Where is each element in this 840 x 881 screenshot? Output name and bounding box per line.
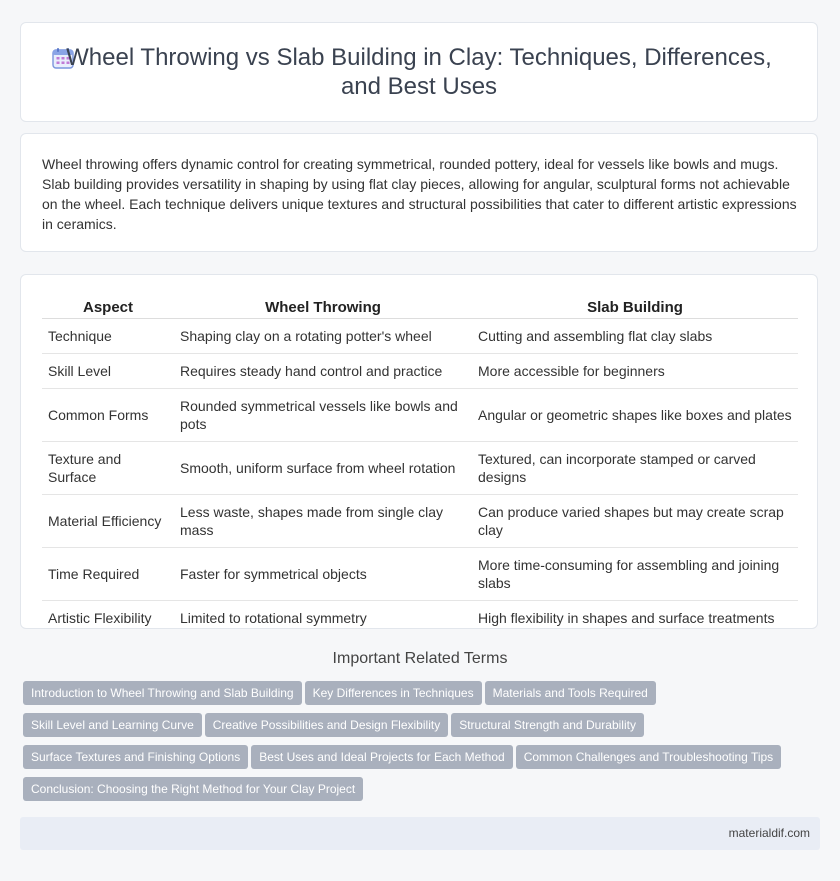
table-cell: High flexibility in shapes and surface treatments <box>478 610 775 626</box>
table-cell: Can produce varied shapes but may create scrap clay <box>472 495 798 548</box>
related-term-tag[interactable]: Conclusion: Choosing the Right Method for Your Clay Project <box>23 777 363 801</box>
table-cell: Requires steady hand control and practice <box>174 354 472 389</box>
table-cell: Rounded symmetrical vessels like bowls and pots <box>174 389 472 442</box>
related-term-tag[interactable]: Introduction to Wheel Throwing and Slab Building <box>23 681 302 705</box>
comparison-table <box>42 295 798 635</box>
table-row <box>42 389 798 442</box>
table-row <box>42 442 798 495</box>
table-cell: Texture and Surface <box>42 442 174 495</box>
table-cell: Textured, can incorporate stamped or carved designs <box>472 442 798 495</box>
table-cell: Faster for symmetrical objects <box>174 548 472 601</box>
table-row <box>42 319 798 354</box>
table-row <box>42 548 798 601</box>
table-cell: Less waste, shapes made from single clay mass <box>174 495 472 548</box>
table-cell: Material Efficiency <box>42 495 174 548</box>
table-cell: Limited to rotational symmetry <box>180 610 367 626</box>
related-terms-list <box>23 681 813 809</box>
table-cell: Time Required <box>42 548 174 601</box>
footer-site-link[interactable]: materialdif.com <box>728 826 810 840</box>
table-cell: Skill Level <box>42 354 174 389</box>
header-card <box>20 22 818 122</box>
related-term-tag[interactable]: Creative Possibilities and Design Flexibility <box>205 713 448 737</box>
intro-paragraph: Wheel throwing offers dynamic control for creating symmetrical, rounded pottery, ideal for vessels like bowls and mugs. Slab building provides versatility in shaping by using flat clay pieces, allowing for angular, sculptural forms not achievable on the wheel. Each technique delivers unique textures and structural possibilities that cater to different artistic expressions in ceramics. <box>42 156 797 232</box>
table-cell: Technique <box>42 319 174 354</box>
table-row <box>42 354 798 389</box>
page-title: Wheel Throwing vs Slab Building in Clay: Techniques, Differences, and Best Uses <box>66 44 772 100</box>
related-term-tag[interactable]: Common Challenges and Troubleshooting Tips <box>516 745 781 769</box>
table-cell: More time-consuming for assembling and joining slabs <box>472 548 798 601</box>
intro-card <box>20 133 818 252</box>
table-cell: More accessible for beginners <box>472 354 798 389</box>
related-term-tag[interactable]: Key Differences in Techniques <box>305 681 482 705</box>
table-row <box>42 601 798 636</box>
table-cell: Angular or geometric shapes like boxes and plates <box>472 389 798 442</box>
table-cell: Shaping clay on a rotating potter's wheel <box>174 319 472 354</box>
table-header-row <box>42 295 798 319</box>
table-cell: Cutting and assembling flat clay slabs <box>472 319 798 354</box>
comparison-card <box>20 274 818 629</box>
related-term-tag[interactable]: Materials and Tools Required <box>485 681 656 705</box>
related-terms-heading: Important Related Terms <box>332 650 508 667</box>
column-header-aspect: Aspect <box>42 295 174 319</box>
table-cell: Artistic Flexibility <box>48 610 152 626</box>
column-header-wheel-throwing: Wheel Throwing <box>174 295 472 319</box>
table-row <box>42 495 798 548</box>
table-cell: Smooth, uniform surface from wheel rotation <box>174 442 472 495</box>
related-term-tag[interactable]: Best Uses and Ideal Projects for Each Method <box>251 745 512 769</box>
related-term-tag[interactable]: Surface Textures and Finishing Options <box>23 745 248 769</box>
related-term-tag[interactable]: Skill Level and Learning Curve <box>23 713 202 737</box>
related-term-tag[interactable]: Structural Strength and Durability <box>451 713 644 737</box>
column-header-slab-building: Slab Building <box>472 295 798 319</box>
table-cell: Common Forms <box>42 389 174 442</box>
footer <box>20 817 820 850</box>
